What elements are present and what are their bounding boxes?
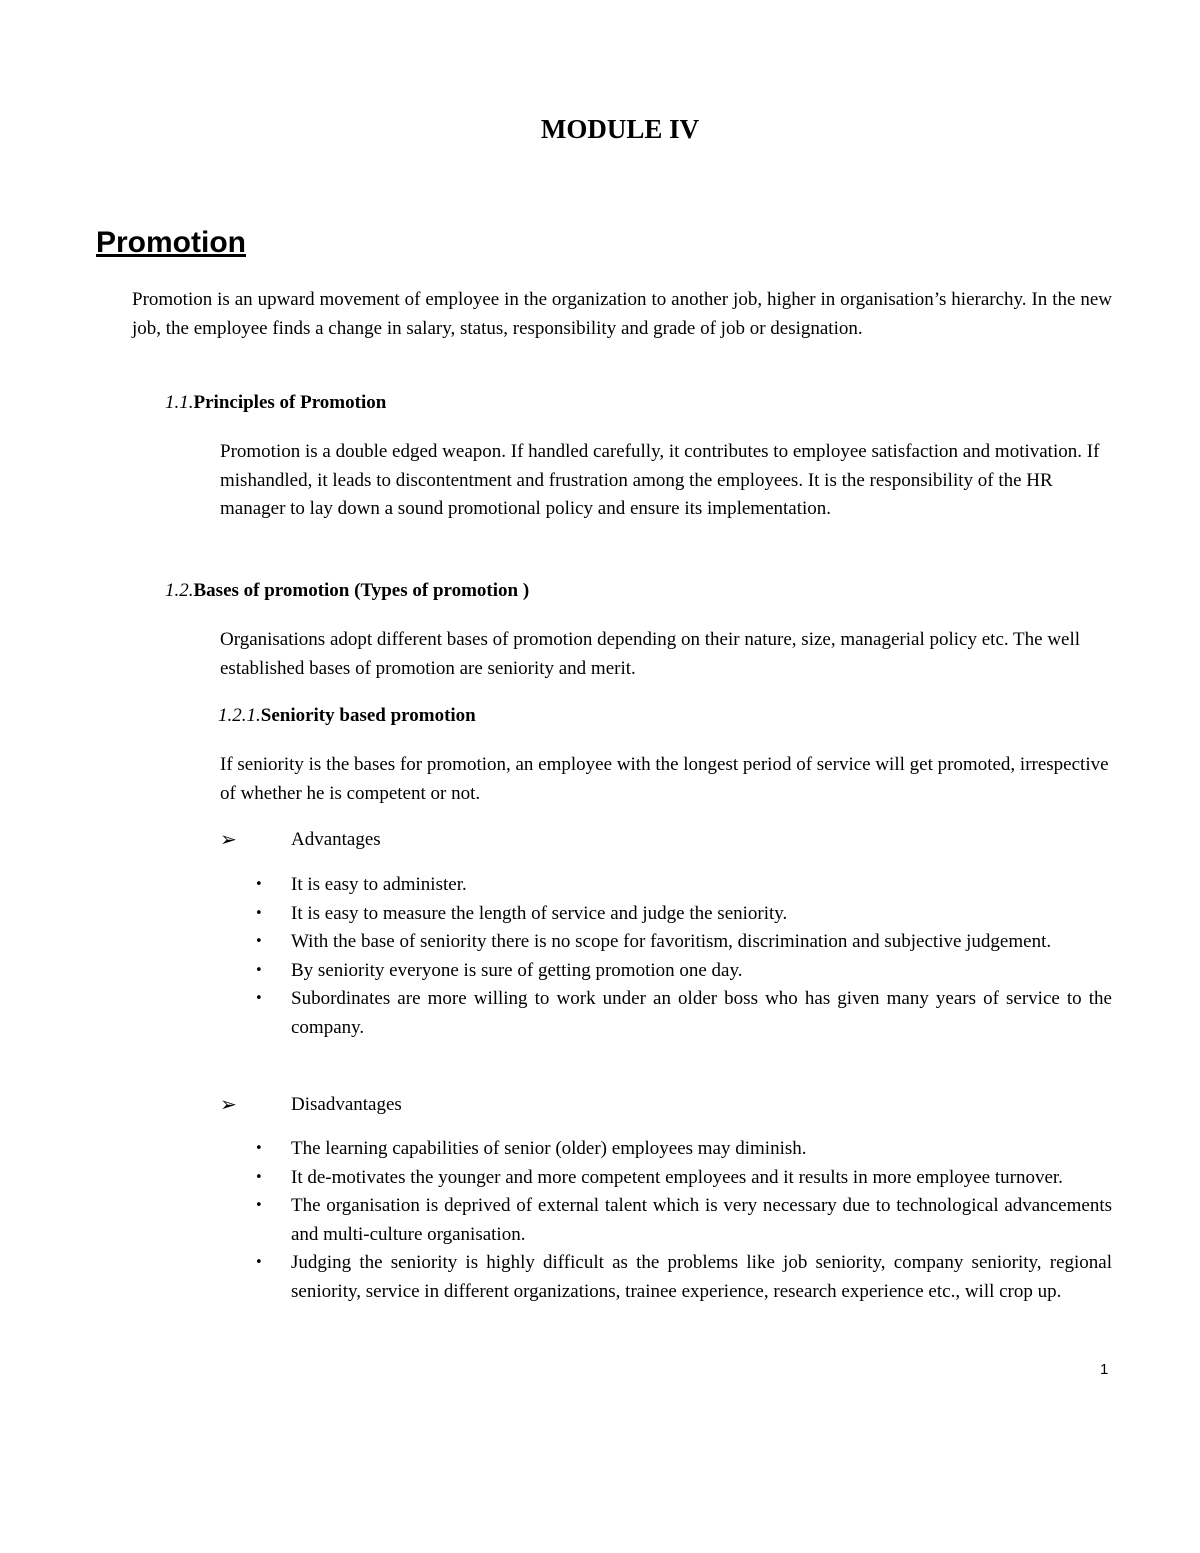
- section-number: 1.1.: [165, 392, 194, 413]
- section-heading-1-2: [165, 580, 529, 602]
- list-item: • Judging the seniority is highly difficult as the problems like job seniority, company seniority, regional seniority, service in different organizations, trainee experience, research experience etc., will crop up.: [255, 1249, 1112, 1306]
- bullet-icon: •: [255, 934, 263, 949]
- section-paragraph-1-1: Promotion is a double edged weapon. If handled carefully, it contributes to employee satisfaction and motivation. If mishandled, it leads to discontentment and frustration among the employees. It is the responsibility of the HR manager to lay down a sound promotional policy and ensure its implementation.: [220, 441, 1100, 519]
- page-number: 1: [1100, 1361, 1109, 1378]
- list-item: • By seniority everyone is sure of getting promotion one day.: [255, 957, 1112, 986]
- bullet-icon: •: [255, 1141, 263, 1156]
- bullet-icon: •: [255, 962, 263, 978]
- disadvantages-label: Disadvantages: [291, 1094, 402, 1115]
- list-item: • The learning capabilities of senior (older) employees may diminish.: [255, 1135, 1112, 1164]
- subsection-title: Seniority based promotion: [260, 705, 476, 726]
- bullet-icon: •: [255, 1169, 263, 1185]
- section-paragraph-1-2: Organisations adopt different bases of promotion depending on their nature, size, managerial policy etc. The well established bases of promotion are seniority and merit.: [220, 629, 1081, 679]
- advantages-label: Advantages: [291, 829, 381, 850]
- list-item: • It is easy to administer.: [255, 871, 1112, 900]
- bullet-icon: •: [255, 1198, 263, 1213]
- arrow-bullet-icon: ➢: [220, 1092, 237, 1116]
- list-item: • With the base of seniority there is no scope for favoritism, discrimination and subjective judgement.: [255, 928, 1112, 957]
- bullet-icon: •: [255, 1255, 263, 1270]
- intro-paragraph: Promotion is an upward movement of employee in the organization to another job, higher in organisation’s hierarchy. In the new job, the employee finds a change in salary, status, responsibility and grade of job or designation.: [132, 289, 1112, 339]
- advantages-list: [255, 871, 1112, 1042]
- section-number: 1.2.: [165, 580, 194, 601]
- list-item: • The organisation is deprived of external talent which is very necessary due to technological advancements and multi-culture organisation.: [255, 1192, 1112, 1249]
- list-item: • Subordinates are more willing to work under an older boss who has given many years of service to the company.: [255, 985, 1112, 1042]
- subsection-paragraph-1-2-1: If seniority is the bases for promotion, an employee with the longest period of service will get promoted, irrespective of whether he is competent or not.: [220, 754, 1109, 804]
- section-heading-1-1: [165, 392, 386, 414]
- disadvantages-list: [255, 1135, 1112, 1306]
- list-item: • It is easy to measure the length of service and judge the seniority.: [255, 900, 1112, 929]
- subsection-heading-1-2-1: [218, 705, 476, 727]
- section-title: Bases of promotion (Types of promotion ): [193, 580, 530, 601]
- bullet-icon: •: [255, 905, 263, 921]
- bullet-icon: •: [255, 877, 263, 892]
- page-title: Promotion: [96, 226, 246, 259]
- list-item: • It de-motivates the younger and more competent employees and it results in more employee turnover.: [255, 1164, 1112, 1193]
- bullet-icon: •: [255, 991, 263, 1006]
- arrow-bullet-icon: ➢: [220, 827, 237, 851]
- section-title: Principles of Promotion: [193, 392, 387, 413]
- module-title: MODULE IV: [540, 114, 700, 144]
- subsection-number: 1.2.1.: [218, 705, 261, 726]
